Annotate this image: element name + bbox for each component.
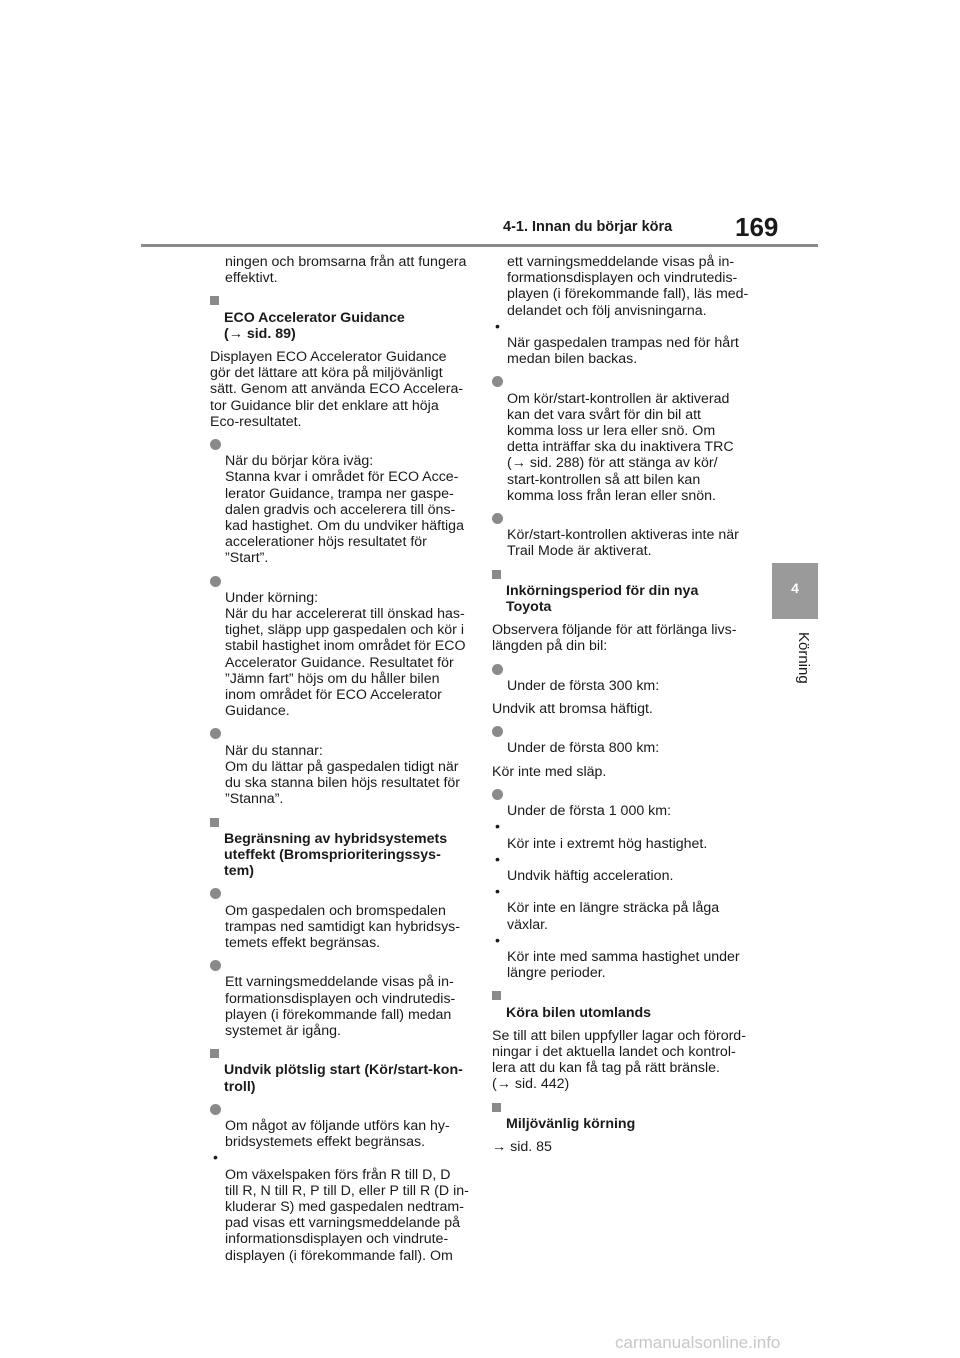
circle-bullet-icon bbox=[492, 376, 503, 387]
chapter-label: Körning bbox=[795, 632, 812, 684]
square-bullet-icon bbox=[210, 818, 219, 827]
sub-item-reverse bbox=[492, 319, 754, 368]
section-title: 4-1. Innan du börjar köra bbox=[503, 219, 673, 235]
dot-marker: • bbox=[495, 884, 500, 901]
bullet-driving bbox=[210, 574, 472, 720]
bullet-start bbox=[210, 437, 472, 567]
dot-marker: • bbox=[495, 851, 500, 868]
heading-text: Inkörningsperiod för din nya Toyota bbox=[506, 582, 699, 616]
heading-break-in bbox=[492, 567, 754, 616]
reference-eco-driving: → sid. 85 bbox=[492, 1138, 552, 1155]
square-bullet-icon bbox=[492, 570, 501, 579]
bullet-800km bbox=[492, 724, 754, 756]
square-bullet-icon bbox=[492, 991, 501, 1000]
footer-watermark: carmanualsonline.info bbox=[615, 1333, 781, 1352]
bullet-text: När du stannar: Om du lättar på gaspedalen tidigt när du ska stanna bilen höjs resultatet för ”Stanna”. bbox=[225, 742, 461, 808]
heading-eco-accelerator bbox=[210, 293, 472, 342]
page-number: 169 bbox=[735, 212, 779, 242]
bullet-mud bbox=[492, 374, 754, 504]
square-bullet-icon bbox=[492, 1103, 501, 1112]
bullet-1000km bbox=[492, 787, 754, 819]
header-divider bbox=[141, 244, 818, 247]
chapter-number: 4 bbox=[791, 580, 799, 596]
bullet-text: Under de första 300 km: bbox=[507, 677, 660, 694]
bullet-sudden bbox=[210, 1102, 472, 1151]
list-1000km bbox=[492, 819, 754, 981]
circle-bullet-icon bbox=[492, 726, 503, 737]
sub-item-text: Om växelspaken förs från R till D, D till R, N till R, P till D, eller P till R (D in- kluderar S) med gaspedalen nedtram- pad visas ett varningsmeddelande på informationsdisplayen och vindrute- displayen (i förekommande fall). Om bbox=[225, 1166, 469, 1264]
bullet-text: Om något av följande utförs kan hy- bridsystemets effekt begränsas. bbox=[225, 1117, 450, 1151]
left-column bbox=[210, 254, 472, 1264]
circle-bullet-icon bbox=[210, 1104, 221, 1115]
dot-marker: • bbox=[495, 932, 500, 949]
bullet-warning bbox=[210, 958, 472, 1039]
heading-text: Undvik plötslig start (Kör/start-kon- troll) bbox=[224, 1062, 463, 1095]
bullet-pedals bbox=[210, 886, 472, 951]
heading-power-limit bbox=[210, 815, 472, 880]
bullet-stopping bbox=[210, 726, 472, 807]
circle-bullet-icon bbox=[210, 888, 221, 899]
continued-paragraph: ningen och bromsarna från att fungera effektivt. bbox=[225, 254, 467, 287]
circle-bullet-icon bbox=[492, 664, 503, 675]
circle-bullet-icon bbox=[492, 513, 503, 524]
bullet-text: Under körning: När du har accelererat till önskad has- tighet, släpp upp gaspedalen och kör i stabil hastighet inom området för ECO Accelerator Guidance. Resultatet för ”Jämn fart” höjs om du håller bilen inom området för ECO Accelerator Guidance. bbox=[225, 589, 466, 720]
sub-item-text: Kör inte med samma hastighet under längre perioder. bbox=[507, 948, 740, 982]
bullet-text: Om kör/start-kontrollen är aktiverad kan det vara svårt för din bil att komma loss ur lera eller snö. Om detta inträffar ska du inaktivera TRC (→ sid. 288) för att stänga av kör/ start-kontrollen så att bilen kan komma loss från leran eller snön. bbox=[507, 390, 734, 504]
heading-abroad bbox=[492, 988, 754, 1020]
paragraph-300km: Undvik att bromsa häftigt. bbox=[492, 701, 653, 718]
circle-bullet-icon bbox=[210, 439, 221, 450]
bullet-text: Kör/start-kontrollen aktiveras inte när Trail Mode är aktiverat. bbox=[507, 527, 739, 560]
sub-item-text: Kör inte en längre sträcka på låga växlar. bbox=[507, 900, 720, 933]
sub-item-same-speed bbox=[492, 933, 754, 982]
dot-marker: • bbox=[495, 318, 500, 335]
bullet-300km bbox=[492, 662, 754, 694]
continued-paragraph: ett varningsmeddelande visas på in- formationsdisplayen och vindrutedis- playen (i förekommande fall), läs med- delandet och följ anvisningarna. bbox=[507, 254, 749, 319]
heading-sudden-start bbox=[210, 1046, 472, 1095]
sub-item-speed bbox=[492, 819, 754, 851]
right-column bbox=[492, 254, 754, 1162]
circle-bullet-icon bbox=[210, 576, 221, 587]
paragraph-abroad: Se till att bilen uppfyller lagar och förord- ningar i det aktuella landet och kontrol- lera att du kan få tag på rätt bränsle. (→ sid. 442) bbox=[492, 1027, 746, 1093]
sub-item-acceleration bbox=[492, 852, 754, 884]
paragraph-break-in: Observera följande för att förlänga livs- längden på din bil: bbox=[492, 622, 737, 655]
dot-marker: • bbox=[213, 1150, 218, 1167]
heading-text: Köra bilen utomlands bbox=[506, 1004, 652, 1021]
paragraph-eco: Displayen ECO Accelerator Guidance gör det lättare att köra på miljövänligt sätt. Genom att använda ECO Accelera- tor Guidance blir det enklare att höja Eco-resultatet. bbox=[210, 349, 464, 430]
circle-bullet-icon bbox=[492, 789, 503, 800]
bullet-text: Om gaspedalen och bromspedalen trampas ned samtidigt kan hybridsys- temets effekt begränsas. bbox=[225, 902, 460, 951]
heading-text: Begränsning av hybridsystemets uteffekt (Bromsprioriteringssys- tem) bbox=[224, 830, 448, 880]
sub-item-text: Kör inte i extremt hög hastighet. bbox=[507, 835, 708, 852]
heading-text: ECO Accelerator Guidance (→ sid. 89) bbox=[224, 309, 405, 342]
sub-item-text: När gaspedalen trampas ned för hårt medan bilen backas. bbox=[507, 335, 739, 368]
square-bullet-icon bbox=[210, 296, 219, 305]
heading-eco-driving bbox=[492, 1100, 754, 1132]
bullet-text: Ett varningsmeddelande visas på in- formationsdisplayen och vindrutedis- playen (i förekommande fall) medan systemet är igång. bbox=[225, 974, 456, 1039]
circle-bullet-icon bbox=[210, 728, 221, 739]
square-bullet-icon bbox=[210, 1049, 219, 1058]
sub-item-low-gears bbox=[492, 884, 754, 933]
circle-bullet-icon bbox=[210, 960, 221, 971]
dot-marker: • bbox=[495, 819, 500, 836]
bullet-text: När du börjar köra iväg: Stanna kvar i området för ECO Acce- lerator Guidance, trampa ner gaspe- dalen gradvis och accelerera till öns- kad hastighet. Om du undviker häftiga accelerationer höjs resultatet för ”Start”. bbox=[225, 453, 464, 567]
sub-item-text: Undvik häftig acceleration. bbox=[507, 867, 674, 884]
paragraph-800km: Kör inte med släp. bbox=[492, 763, 607, 780]
bullet-text: Under de första 800 km: bbox=[507, 740, 660, 757]
heading-text: Miljövänlig körning bbox=[506, 1115, 636, 1132]
sub-item-gear-shift bbox=[210, 1150, 472, 1263]
bullet-text: Under de första 1 000 km: bbox=[507, 803, 672, 820]
bullet-trail-mode bbox=[492, 511, 754, 560]
